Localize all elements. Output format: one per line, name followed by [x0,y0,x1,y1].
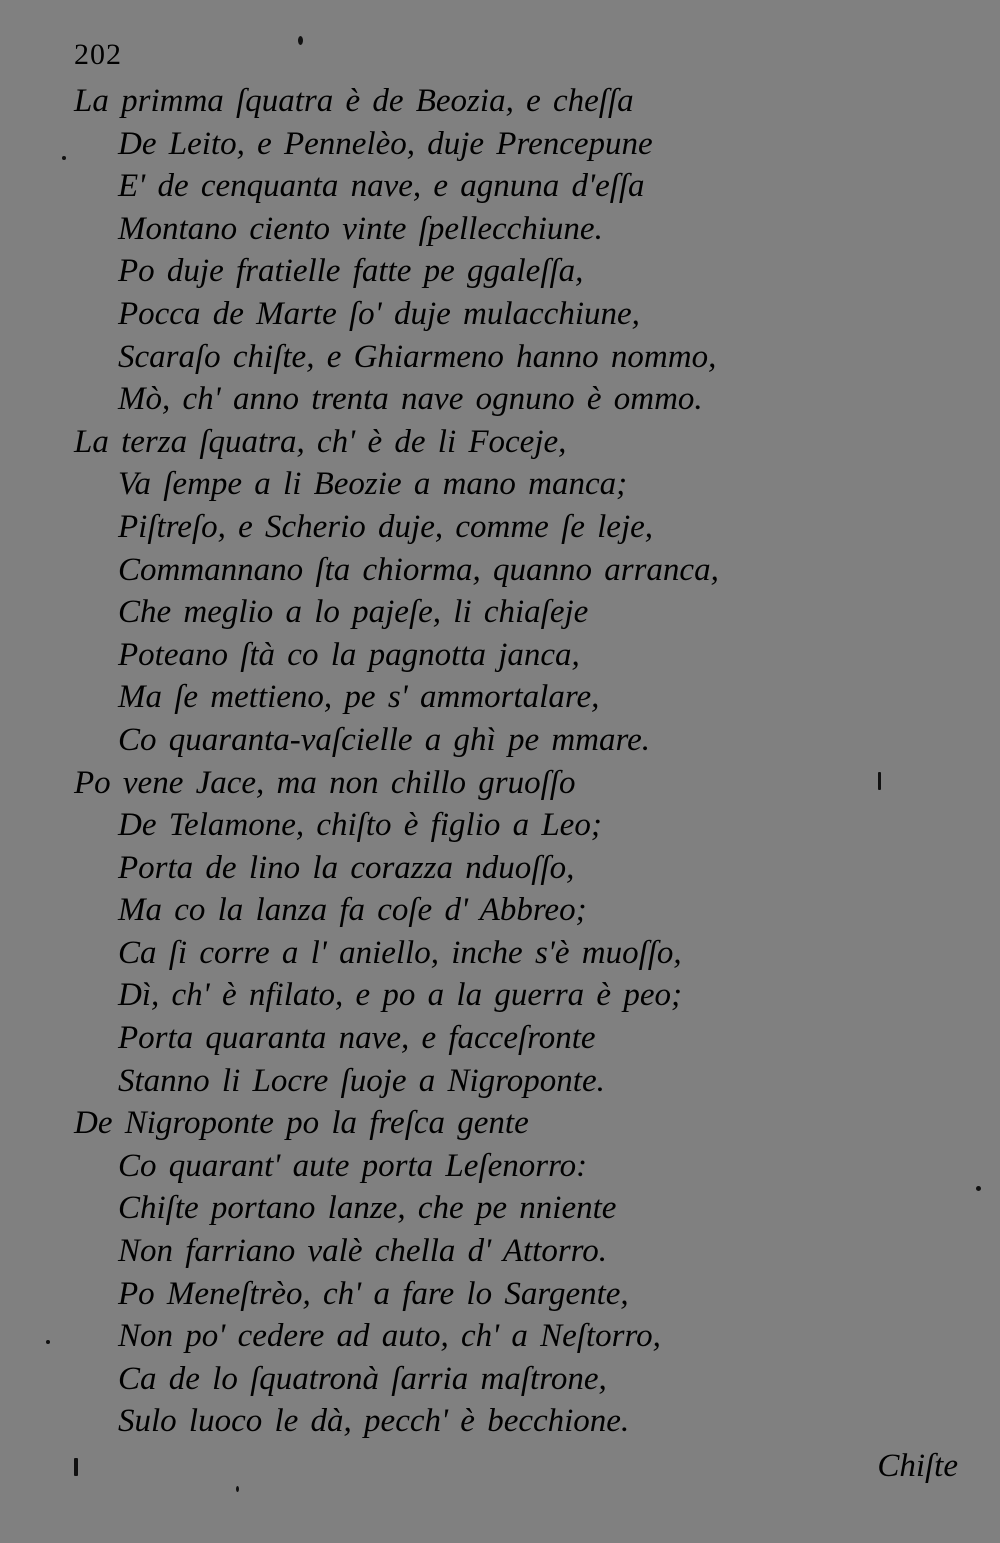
ink-speck [62,156,66,160]
stanza-1 [74,80,904,421]
verse-line: Ma co la lanza fa coſe d' Abbreo; [118,892,587,929]
verse-line: Montano ciento vinte ſpellecchiune. [118,210,603,247]
verse-line: Sulo luoco le dà, pecch' è becchione. [118,1403,630,1440]
verse-line: De Telamone, chiſto è figlio a Leo; [118,807,602,844]
catchword: Chiſte [877,1448,958,1484]
ink-speck [46,1340,50,1344]
verse-line: Porta quaranta nave, e facceſronte [118,1020,596,1057]
stanza-3 [74,762,904,1103]
verse-line: Che meglio a lo pajeſe, li chiaſeje [118,594,589,631]
page-number: 202 [74,38,122,71]
ink-speck [298,36,303,45]
verse-line: Scaraſo chiſte, e Ghiarmeno hanno nommo, [118,338,717,375]
ink-speck [976,1186,981,1191]
ink-speck [878,772,881,790]
ink-speck [74,1458,78,1476]
verse-line: E' de cenquanta nave, e agnuna d'eſſa [118,168,645,205]
verse-line: Mò, ch' anno trenta nave ognuno è ommo. [118,381,703,418]
verse-line: Ca ſi corre a l' aniello, inche s'è muoſſo, [118,934,682,971]
verse-line: Poteano ſtà co la pagnotta janca, [118,636,580,673]
verse-line: De Nigroponte po la freſca gente [74,1105,529,1142]
verse-line: Commannano ſta chiorma, quanno arranca, [118,551,719,588]
verse-line: Co quaranta-vaſcielle a ghì pe mmare. [118,721,651,758]
verse-line: Po vene Jace, ma non chillo gruoſſo [74,764,576,801]
verse-line: Co quarant' aute porta Leſenorro: [118,1147,588,1184]
ink-speck [236,1486,239,1492]
verse-line: Piſtreſo, e Scherio duje, comme ſe leje, [118,508,654,545]
verse-line: Chiſte portano lanze, che pe nniente [118,1190,617,1227]
verse-line: Dì, ch' è nfilato, e po a la guerra è peo; [118,977,682,1014]
verse-line: Stanno li Locre ſuoje a Nigroponte. [118,1062,605,1099]
verse-line: La primma ſquatra è de Beozia, e cheſſa [74,83,634,119]
verse-line: Va ſempe a li Beozie a mano manca; [118,466,628,503]
stanza-4 [74,1102,904,1443]
verse-line: Ca de lo ſquatronà ſarria maſtrone, [118,1360,607,1397]
verse-line: De Leito, e Pennelèo, duje Prencepune [118,125,653,162]
verse-line: Pocca de Marte ſo' duje mulacchiune, [118,295,640,332]
verse-line: La terza ſquatra, ch' è de li Foceje, [74,423,567,460]
verse-line: Non po' cedere ad auto, ch' a Neſtorro, [118,1318,661,1355]
verse-line: Non farriano valè chella d' Attorro. [118,1233,608,1270]
verse-line: Po duje fratielle fatte pe ggaleſſa, [118,253,584,290]
verse-line: Ma ſe mettieno, pe s' ammortalare, [118,679,600,716]
verse-line: Porta de lino la corazza nduoſſo, [118,849,575,886]
poem-text [74,80,904,1443]
verse-line: Po Meneſtrèo, ch' a fare lo Sargente, [118,1275,629,1312]
stanza-2 [74,421,904,762]
